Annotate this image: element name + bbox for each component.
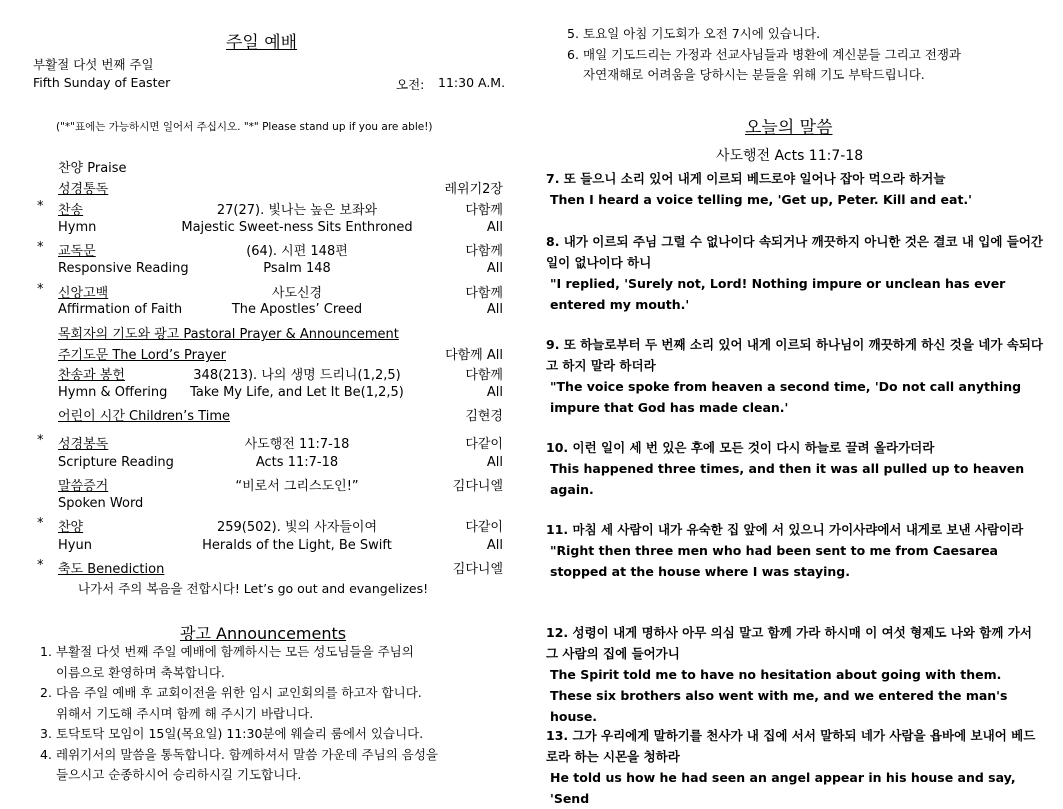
order-item-leader: All [486,220,503,235]
announcement-text-cont: 들으시고 순종하시어 승리하시길 기도합니다. [56,767,302,782]
announcement-item [40,724,438,745]
sendoff-text: 나가서 주의 복음을 전합시다! Let’s go out and evangelizes! [78,581,429,596]
announcement-list [40,642,438,786]
verse-block [546,519,1046,582]
time-value: 11:30 A.M. [438,75,506,90]
order-item-name: 찬송 [58,203,84,218]
passage-reference: 사도행전 Acts 11:7-18 [716,148,864,164]
verse-english: He told us how he had seen an angel appear in his house and say, 'Send [550,770,1016,806]
order-item-detail: 348(213). 나의 생명 드리니(1,2,5) [193,368,401,383]
announcement-item [567,24,961,45]
verse-korean: 11. 마침 세 사람이 내가 유숙한 집 앞에 서 있으니 가이사랴에서 내게로 보낸 사람이라 [546,522,1024,537]
announcement-number: 6. [567,46,579,62]
order-item-name: 축도 Benediction [58,562,165,577]
stand-marker: * [37,516,44,531]
verse-korean: 12. 성령이 내게 명하사 아무 의심 말고 함께 가라 하시매 이 여섯 형제도 나와 함께 가서 그 사람의 집에 들어가니 [546,625,1032,661]
order-item-detail: 27(27). 빛나는 높은 보좌와 [216,203,378,218]
announcement-number: 1. [40,644,52,659]
verse-korean: 13. 그가 우리에게 말하기를 천사가 내 집에 서서 말하되 네가 사람을 욥바에 보내어 베드로라 하는 시몬을 청하라 [546,728,1036,764]
order-item-leader: 다함께 [465,286,503,301]
announcement-number: 3. [40,726,52,741]
verse-block [546,231,1046,315]
order-item-detail: “비로서 그리스도인!” [235,479,359,494]
stand-note: ("*"표에는 가능하시면 일어서 주십시오. "*" Please stand up if you are able!) [56,121,433,133]
order-item-name: Hymn & Offering [58,385,168,400]
order-item-name: Responsive Reading [58,261,189,276]
todays-word-title: 오늘의 말씀 [745,118,833,138]
announcement-number: 4. [40,746,52,762]
stand-marker: * [37,433,44,448]
verse-korean: 10. 이런 일이 세 번 있은 후에 모든 것이 다시 하늘로 끌려 올라가더라 [546,440,935,455]
announcement-text-cont: 자연재해로 어려움을 당하시는 분들을 위해 기도 부탁드립니다. [583,67,925,82]
order-item-leader: 김다니엘 [452,562,503,577]
order-item-detail: 사도행전 11:7-18 [244,437,350,452]
order-item-name: 찬양 Praise [58,161,127,176]
page-title: 주일 예배 [226,33,298,53]
subtitle-ko: 부활절 다섯 번째 주일 [33,57,154,72]
order-item-leader: 레위기2장 [444,182,503,197]
order-item-detail: Psalm 148 [263,261,331,276]
announcements-title: 광고 Announcements [180,624,347,643]
order-item-name: Hymn [58,220,97,235]
order-item-leader: 다함께 [465,368,503,383]
order-item-detail: 사도신경 [271,286,323,301]
verse-english: "I replied, 'Surely not, Lord! Nothing impure or unclean has ever entered my mouth.' [550,276,1006,312]
order-item-detail: (64). 시편 148편 [246,244,348,259]
announcement-item [567,45,961,86]
order-item-detail: Acts 11:7-18 [255,455,339,470]
order-item-detail: Majestic Sweet-ness Sits Enthroned [181,220,413,235]
order-item-name: 말씀증거 [58,479,109,494]
announcement-number: 2. [40,685,52,700]
verse-block [546,437,1046,500]
order-item-leader: All [486,385,503,400]
order-item-leader: 다같이 [465,520,503,535]
order-item-leader: 다같이 [465,437,503,452]
order-item-leader: All [486,455,503,470]
verse-korean: 9. 또 하늘로부터 두 번째 소리 있어 내게 이르되 하나님이 깨끗하게 하신 것을 네가 속되다고 하지 말라 하더라 [546,337,1043,373]
verse-block [546,334,1046,418]
announcement-text: 토닥토닥 모임이 15일(목요일) 11:30분에 웨슬리 룸에서 있습니다. [56,726,424,741]
announcement-text: 다음 주일 예배 후 교회이전을 위한 임시 교인회의를 하고자 합니다. [56,685,422,700]
order-item-name: 교독문 [58,244,96,259]
verse-block [546,168,1046,210]
order-item-name: 찬양 [58,520,84,535]
order-item-name: 신앙고백 [58,286,109,301]
order-item-name: Affirmation of Faith [58,302,183,317]
announcement-number: 5. [567,26,579,41]
order-item-name: 성경통독 [58,182,109,197]
order-item-name: Spoken Word [58,496,144,511]
order-item-leader: 다함께 [465,203,503,218]
order-item-detail: Heralds of the Light, Be Swift [202,538,392,553]
announcement-text: 매일 기도드리는 가정과 선교사님들과 병환에 계신분들 그리고 전쟁과 [583,46,961,62]
verse-korean: 7. 또 들으니 소리 있어 내게 이르되 베드로야 일어나 잡아 먹으라 하거늘 [546,171,946,186]
order-item-name: 어린이 시간 Children’s Time [58,409,230,424]
order-item-detail: Take My Life, and Let It Be(1,2,5) [190,385,404,400]
verse-english: Then I heard a voice telling me, 'Get up, Peter. Kill and eat.' [550,192,972,207]
order-item-name: 목회자의 기도와 광고 Pastoral Prayer & Announcement [58,327,399,342]
time-label: 오전: [396,77,425,92]
announcement-text-cont: 이름으로 환영하며 축복합니다. [56,664,225,680]
order-item-leader: All [486,302,503,317]
order-item-leader: All [486,261,503,276]
verse-english: "Right then three men who had been sent to me from Caesarea stopped at the house where I was staying. [550,543,998,579]
stand-marker: * [37,282,44,297]
order-item-name: Scripture Reading [58,455,174,470]
verse-block [546,725,1046,809]
verse-korean: 8. 내가 이르되 주님 그럴 수 없나이다 속되거나 깨끗하지 아니한 것은 결코 내 입에 들어간 일이 없나이다 하니 [546,234,1043,270]
order-item-name: 성경봉독 [58,437,109,452]
announcement-item [40,683,438,724]
order-item-name: 주기도문 The Lord’s Prayer [58,348,227,363]
announcement-text: 토요일 아침 기도회가 오전 7시에 있습니다. [583,26,821,41]
order-item-leader: 다함께 All [445,348,503,363]
announcement-list-continued [567,24,961,86]
verse-english: "The voice spoke from heaven a second time, 'Do not call anything impure that God has made clean.' [550,379,1022,415]
order-item-name: 찬송과 봉헌 [58,368,125,383]
announcement-text-cont: 위해서 기도해 주시며 함께 해 주시기 바랍니다. [56,705,314,721]
announcement-text: 레위기서의 말씀을 통독합니다. 함께하셔서 말씀 가운데 주님의 음성을 [56,746,438,762]
order-item-name: Hyun [58,538,92,553]
order-item-leader: All [486,538,503,553]
verse-english: The Spirit told me to have no hesitation about going with them. These six brothers also went with me, and we entered the man's house. [550,667,1008,724]
verse-english: This happened three times, and then it was all pulled up to heaven again. [550,461,1025,497]
stand-marker: * [37,240,44,255]
order-item-leader: 김다니엘 [452,479,503,494]
announcement-text: 부활절 다섯 번째 주일 예배에 함께하시는 모든 성도님들을 주님의 [56,644,414,659]
announcement-item [40,745,438,786]
order-item-leader: 다함께 [465,244,503,259]
stand-marker: * [37,558,44,573]
stand-marker: * [37,199,44,214]
order-item-leader: 김현경 [465,409,503,424]
order-item-detail: The Apostles’ Creed [231,302,363,317]
subtitle-en: Fifth Sunday of Easter [33,75,171,90]
order-item-detail: 259(502). 빛의 사자들이여 [216,520,378,535]
announcement-item [40,642,438,683]
verse-block [546,622,1046,727]
